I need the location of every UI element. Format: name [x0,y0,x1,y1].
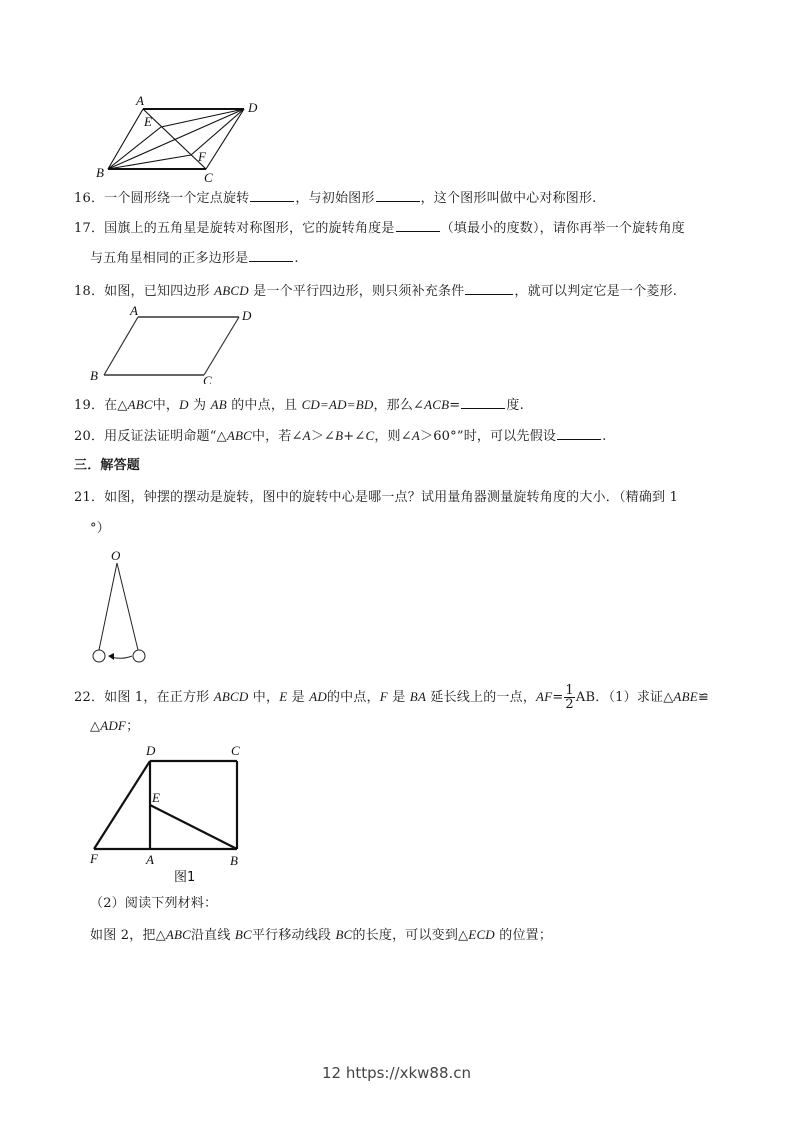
question-21: 21．如图，钟摆的摆动是旋转，图中的旋转中心是哪一点？试用量角器测量旋转角度的大小．（精确到 1 [74,490,679,505]
question-16: 16．一个圆形绕一个定点旋转 ，与初始图形 ，这个图形叫做中心对称图形. [74,191,597,206]
arrow-icon [108,653,114,660]
fraction: $\frac{1}{2}$ [565,683,574,712]
answer-blank[interactable] [557,427,601,440]
answer-blank[interactable] [376,189,420,202]
question-22-line2: △ADF； [90,718,140,734]
answer-blank[interactable] [465,282,513,295]
figure-parallelogram-abcd [86,302,261,384]
label-d: D [248,100,258,115]
answer-blank[interactable] [396,219,440,232]
figure-pendulum [86,545,156,670]
question-22: 22．如图 1，在正方形 ABCD 中，E 是 AD的中点，F 是 BA 延长线上的一点，AF= $\frac{1}{2}$ AB．（1）求证△ABE≌ [74,683,709,712]
label-d: D [242,308,252,323]
label-d: D [146,743,156,758]
question-22-sub2: （2）阅读下列材料： [90,896,218,911]
label-b: B [96,165,104,180]
label-f: F [90,851,98,866]
figure-square-abcd [86,738,251,886]
answer-blank[interactable] [249,249,293,262]
question-19: 19．在△ABC中，D 为 AB 的中点，且 CD=AD=BD，那么∠ACB= 度. [74,397,524,413]
label-e: E [152,790,160,805]
label-a: A [136,93,144,108]
question-17: 17．国旗上的五角星是旋转对称图形，它的旋转角度是 （填最小的度数），请你再举一个旋转角度 [74,221,685,236]
question-21-line2: °） [90,521,110,536]
label-c: C [204,170,213,184]
question-18: 18．如图，已知四边形 ABCD 是一个平行四边形，则只须补充条件 ，就可以判定它是一个菱形. [74,283,678,299]
figure-parallelogram-efs [86,92,276,184]
label-b: B [230,853,238,868]
question-17-line2: 与五角星相同的正多边形是 . [90,251,299,266]
question-20: 20．用反证法证明命题“△ABC中，若∠A＞∠B+∠C，则∠A＞60°”时，可以先假设 . [74,428,607,444]
label-b: B [90,368,98,383]
question-22-sub2-text: 如图 2，把△ABC沿直线 BC平行移动线段 BC的长度，可以变到△ECD 的位置； [90,927,553,943]
label-f: F [198,149,206,164]
label-o: O [111,548,121,563]
label-a: A [130,303,138,318]
figure-caption: 图1 [174,870,196,885]
label-c: C [203,373,212,384]
label-a: A [146,852,154,867]
page-footer: 12 https://xkw88.cn [321,1064,472,1082]
answer-blank[interactable] [250,189,294,202]
label-e: E [144,114,152,129]
label-c: C [231,743,240,758]
section-heading: 三．解答题 [74,458,141,473]
answer-blank[interactable] [461,396,505,409]
